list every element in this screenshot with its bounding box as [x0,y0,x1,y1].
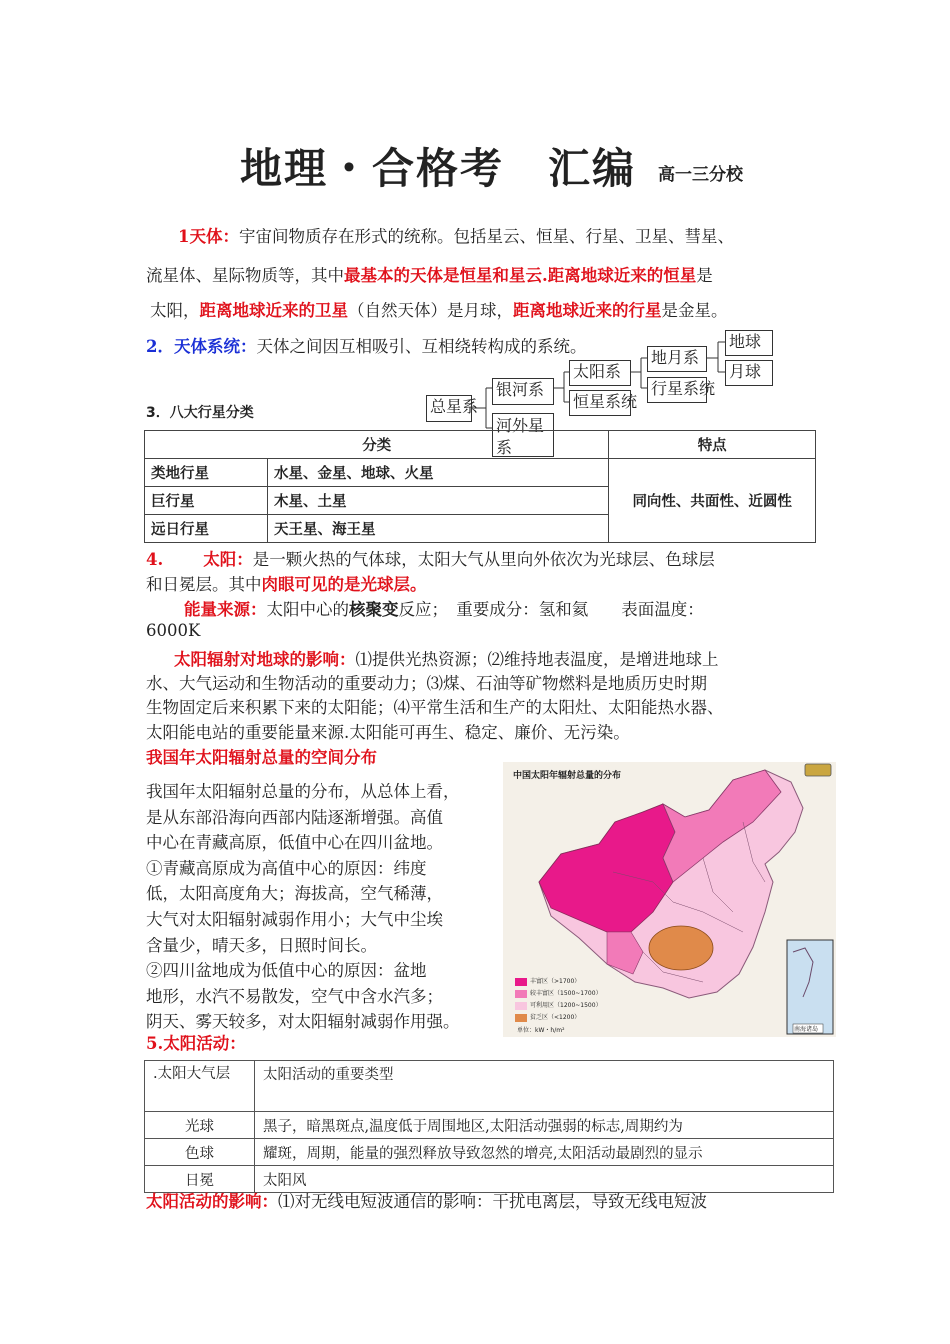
distribution-title: 我国年太阳辐射总量的空间分布 [146,748,377,767]
section4-highlight: 肉眼可见的是光球层。 [261,575,427,594]
planet-class-members: 天王星、海王星 [268,515,609,543]
distribution-line: 地形，水汽不易散发，空气中含水汽多； [146,986,443,1006]
planet-class-members: 木星、土星 [268,487,609,515]
legend-item: 贫乏区（<1200） [530,1014,581,1021]
legend-item: 可利用区（1200~1500） [530,1002,602,1009]
map-inset-label: 南海诸岛 [794,1026,819,1033]
distribution-line: 大气对太阳辐射减弱作用小；大气中尘埃 [146,909,443,929]
section1-text6: 是金星。 [661,301,728,320]
node-yueqiu: 月球 [725,360,773,386]
energy-label: 能量来源： [184,600,267,619]
node-xingxingxitong: 行星系统 [647,377,707,403]
activity-layer: 日冕 [145,1166,255,1193]
section4-text2: 和日冕层。其中 [146,575,262,594]
node-hewaixingxi: 河外星系 [492,413,554,457]
radiation-line3: 生物固定后来积累下来的太阳能；⑷平常生活和生产的太阳灶、太阳能热水器、 [146,698,724,717]
section4-text1: 是一颗火热的气体球，太阳大气从里向外依次为光球层、色球层 [252,550,715,569]
section3-label: 3．八大行星分类 [146,405,254,421]
section1-highlight1: 最基本的天体是恒星和星云. [344,266,548,285]
section1-highlight2: 距离地球近来的恒星 [547,266,697,285]
node-diyuexi: 地月系 [647,346,707,372]
radiation-text1: ⑴提供光热资源；⑵维持地表温度，是增进地球上 [355,650,719,669]
distribution-line: 低，太阳高度角大；海拔高，空气稀薄， [146,884,443,904]
radiation-line2: 水、大气运动和生物活动的重要动力；⑶煤、石油等矿物燃料是地质历史时期 [146,674,707,693]
activity-layer: 色球 [145,1139,255,1166]
impact-label: 太阳活动的影响： [146,1192,278,1211]
page-title: 地理・合格考 汇编 [240,144,637,193]
section4-line1 [146,546,715,570]
distribution-line: 是从东部沿海向西部内陆逐渐增强。高值 [146,807,443,827]
activity-layer: 光球 [145,1112,255,1139]
table-header-category: 分类 [145,431,609,459]
legend-item: 丰富区（>1700） [530,978,581,985]
energy-temp: 6000K [146,621,201,640]
distribution-line: 阴天、雾天较多，对太阳辐射减弱作用强。 [146,1012,460,1032]
solar-activity-table [144,1060,834,1193]
table-row [145,459,816,487]
node-diqiu: 地球 [725,330,773,356]
energy-bold: 核聚变 [349,600,399,619]
distribution-line: 我国年太阳辐射总量的分布，从总体上看， [146,782,460,801]
section5-label: 5.太阳活动： [146,1034,246,1053]
node-yinhexi: 银河系 [492,378,554,405]
section1-text2: 流星体、星际物质等，其中 [146,266,344,285]
distribution-line: ①青藏高原成为高值中心的原因：纬度 [146,858,427,878]
table-header-feature: 特点 [609,431,816,459]
map-title: 中国太阳年辐射总量的分布 [513,771,622,781]
section1-text5: （自然天体）是月球， [348,301,513,320]
planet-feature: 同向性、共面性、近圆性 [609,459,816,543]
section1-text4: 太阳， [150,301,200,320]
distribution-text [146,779,506,1035]
table-header-row [145,431,816,459]
energy-text1: 太阳中心的 [266,600,349,619]
solar-radiation-map [503,762,836,1037]
table-row [145,1112,834,1139]
table-header-layer: .太阳大气层 [145,1061,255,1112]
section4-line2 [146,571,427,595]
section1-line3 [150,297,728,321]
map-legend [530,976,602,1024]
node-zongxingxi: 总星系 [426,395,472,422]
planet-class-name: 类地行星 [145,459,268,487]
planet-class-name: 远日行星 [145,515,268,543]
distribution-line: ②四川盆地成为低值中心的原因：盆地 [146,961,427,981]
impact-line [146,1188,707,1212]
activity-desc: 耀斑，周期，能量的强烈释放导致忽然的增亮,太阳活动最剧烈的显示 [255,1139,834,1166]
impact-text: ⑴对无线电短波通信的影响：干扰电离层，导致无线电短波 [278,1192,707,1211]
activity-desc: 太阳风 [255,1166,834,1193]
energy-line [184,596,704,620]
planet-table [144,430,816,543]
distribution-line: 中心在青藏高原，低值中心在四川盆地。 [146,833,443,853]
table-header-types: 太阳活动的重要类型 [255,1061,834,1112]
distribution-line: 含量少，晴天多，日照时间长。 [146,935,377,955]
section1-text1: 宇宙间物质存在形式的统称。包括星云、恒星、行星、卫星、彗星、 [238,227,734,246]
section1-highlight3: 距离地球近来的卫星 [199,301,348,320]
section4-label: 太阳： [203,550,253,569]
section1-line2 [146,262,713,286]
activity-desc: 黑子，暗黑斑点,温度低于周围地区,太阳活动强弱的标志,周期约为 [255,1112,834,1139]
radiation-line4: 太阳能电站的重要能量来源.太阳能可再生、稳定、廉价、无污染。 [146,723,630,742]
planet-class-name: 巨行星 [145,487,268,515]
legend-item: 较丰富区（1500~1700） [530,990,602,997]
radiation-label: 太阳辐射对地球的影响： [174,650,356,669]
planet-class-members: 水星、金星、地球、火星 [268,459,609,487]
page-subtitle: 高一三分校 [658,165,743,185]
map-unit: 单位：kW・h/m² [517,1027,565,1034]
table-header-row [145,1061,834,1112]
section2-label: 2．天体系统： [146,337,257,356]
node-hengxingxitong: 恒星系统 [569,390,631,416]
energy-text2: 反应； 重要成分：氢和氦 表面温度： [398,600,704,619]
section1-line1 [178,223,734,247]
section4-num: 4. [146,550,164,569]
table-row [145,1139,834,1166]
section2-text: 天体之间因互相吸引、互相绕转构成的系统。 [256,337,587,356]
node-taiyangxi: 太阳系 [569,360,631,386]
section1-text3: 是 [696,266,713,285]
radiation-line1 [174,646,719,670]
section1-highlight4: 距离地球近来的行星 [513,301,662,320]
section1-label: 1天体： [178,227,239,246]
